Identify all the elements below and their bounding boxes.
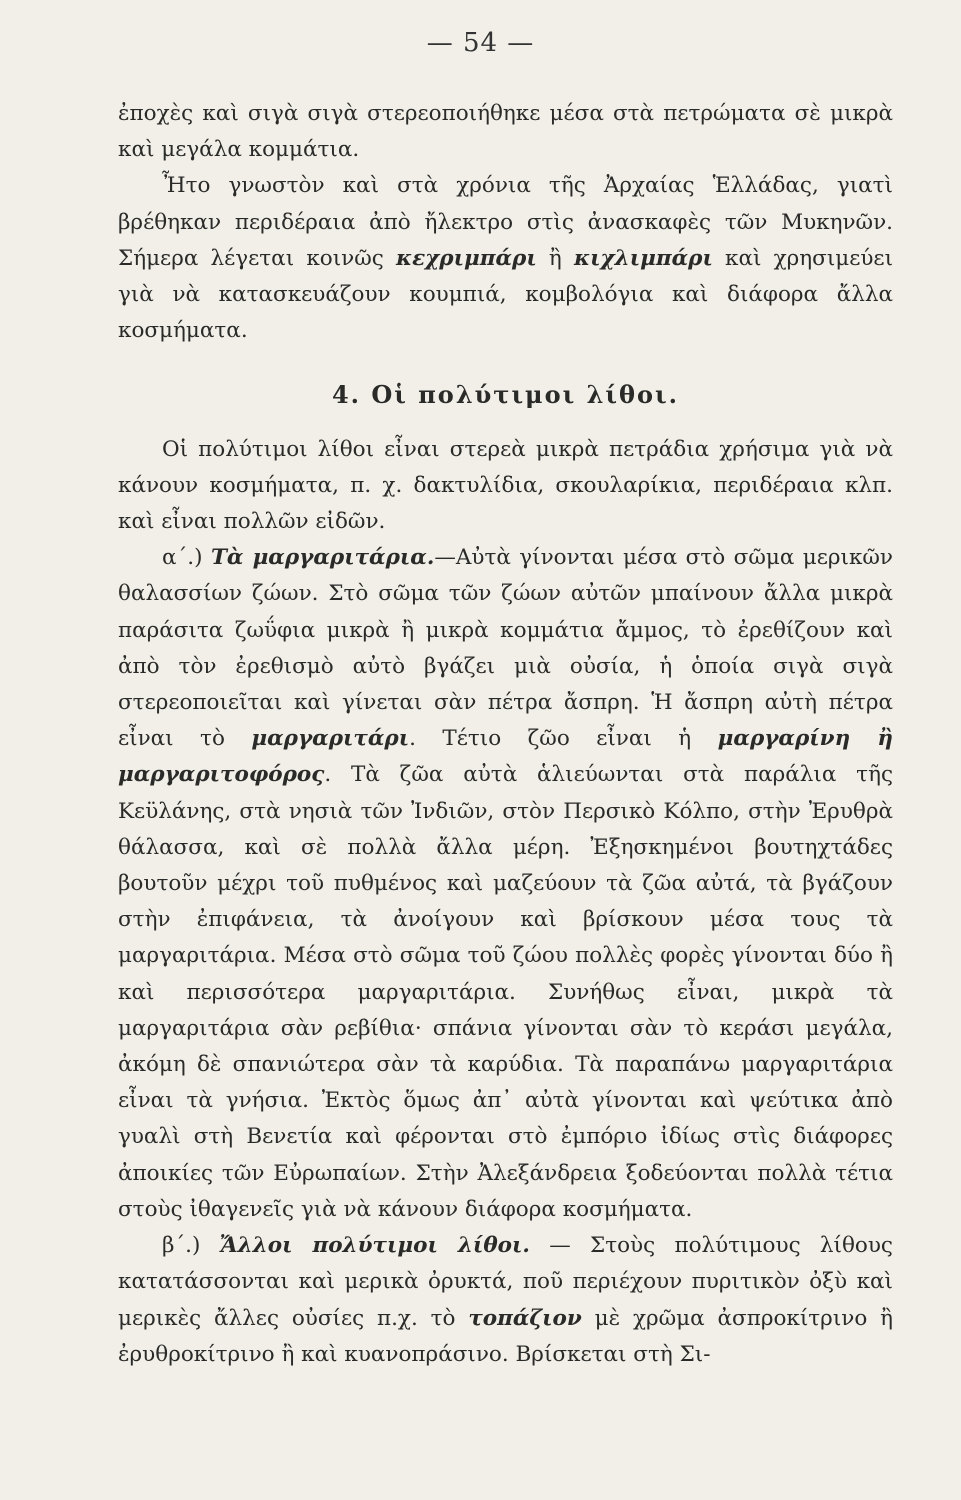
term-topazion: τοπάζιον — [468, 1305, 582, 1331]
term-kichlimpari: κιχλιμπάρι — [573, 245, 713, 271]
paragraph-precious-stones: Οἱ πολύτιμοι λίθοι εἶναι στερεὰ μικρὰ πετράδια χρήσιμα γιὰ νὰ κάνουν κοσμήματα, π. χ. δακτυλίδια, σκουλαρίκια, περιδέραια κλπ. καὶ εἶναι πολλῶν εἰδῶν. — [118, 436, 893, 535]
text-run: . Τὰ ζῶα αὐτὰ ἁλιεύωνται στὰ παράλια τῆς Κεϋλάνης, στὰ νησιὰ τῶν Ἰνδιῶν, στὸν Περσικὸ Κόλπο, στὴν Ἐρυθρὰ θάλασσα, καὶ σὲ πολλὰ ἄλλα μέρη. Ἐξησκημένοι βουτηχτάδες βουτοῦν μέχρι τοῦ πυθμένος καὶ μαζεύουν τὰ ζῶα αὐτά, τὰ βγάζουν στὴν ἐπιφάνεια, τὰ ἀνοίγουν καὶ βρίσκουν μέσα τους τὰ μαργαριτάρια. Μέσα στὸ σῶμα τοῦ ζώου πολλὲς φορὲς γίνονται δύο ἢ καὶ περισσότερα μαργαριτάρια. Συνήθως εἶναι, μικρὰ τὰ μαργαριτάρια σὰν ρεβίθια· σπάνια γίνονται σὰν τὸ κεράσι μεγάλα, ἀκόμη δὲ σπανιώτερα σὰν τὰ καρύδια. Τὰ παραπάνω μαργαριτάρια εἶναι τὰ γνήσια. Ἐκτὸς ὅμως ἀπ᾿ αὐτὰ γίνονται καὶ ψεύτικα ἀπὸ γυαλὶ στὴ Βενετία καὶ φέρονται στὸ ἐμπόριο ἰδίως στὶς διάφορες ἀποικίες τῶν Εὐρωπαίων. Στὴν Ἀλεξάνδρεια ξοδεύονται πολλὰ τέτια στοὺς ἰθαγενεῖς γιὰ νὰ κάνουν διάφορα κοσμήματα. — [118, 762, 893, 1222]
subheading-pearls: Τὰ μαργαριτάρια. — [210, 545, 435, 571]
text-run: — Στοὺς πολύτιμους λίθους κατατάσσονται καὶ μερικὰ ὀρυκτά, ποῦ περιέχουν πυριτικὸν ὀξὺ καὶ μερικὲς ἄλλες οὐσίες π.χ. τὸ — [118, 1233, 893, 1331]
term-kechrimpari: κεχριμπάρι — [395, 245, 537, 271]
paragraph-other-stones — [118, 1228, 893, 1373]
paragraph-continuation: ἐποχὲς καὶ σιγὰ σιγὰ στερεοποιήθηκε μέσα στὰ πετρώματα σὲ μικρὰ καὶ μεγάλα κομμάτια. — [118, 101, 893, 163]
text-run: Ἦτο γνωστὸν καὶ στὰ χρόνια τῆς Ἀρχαίας Ἑλλάδας, γιατὶ βρέθηκαν περιδέραια ἀπὸ ἤλεκτρο στὶς ἀνασκαφὲς τῶν Μυκηνῶν. Σήμερα λέγεται κοινῶς — [118, 173, 893, 271]
text-run: α΄.) — [162, 545, 211, 571]
page-number: — 54 — — [426, 28, 535, 58]
text-run: β΄.) — [162, 1233, 220, 1259]
term-margarini: μαργαρίνη ἢ μαργαριτοφόρος — [118, 726, 893, 788]
section-heading: 4. Οἱ πολύτιμοι λίθοι. — [331, 380, 680, 410]
term-margaritari: μαργαριτάρι — [251, 726, 410, 752]
text-run: μὲ χρῶμα ἀσπροκίτρινο ἢ ἐρυθροκίτρινο ἢ καὶ κυανοπράσινο. Βρίσκεται στὴ Σι- — [118, 1305, 893, 1367]
text-run: καὶ χρησιμεύει γιὰ νὰ κατασκευάζουν κουμπιά, κομβολόγια καὶ διάφορα ἄλλα κοσμήματα. — [118, 245, 894, 344]
subheading-other-stones: Ἄλλοι πολύτιμοι λίθοι. — [219, 1233, 530, 1259]
text-run: —Αὐτὰ γίνονται μέσα στὸ σῶμα μερικῶν θαλασσίων ζώων. Στὸ σῶμα τῶν ζώων αὐτῶν μπαίνουν ἄλλα μικρὰ παράσιτα ζωΰφια μικρὰ ἢ μικρὰ κομμάτια ἄμμος, τὸ ἐρεθίζουν καὶ ἀπὸ τὸν ἐρεθισμὸ αὐτὸ βγάζει μιὰ οὐσία, ἡ ὁποία σιγὰ σιγὰ στερεοποιεῖται καὶ γίνεται σὰν πέτρα ἄσπρη. Ἡ ἄσπρη αὐτὴ πέτρα εἶναι τὸ — [118, 545, 893, 752]
paragraph-pearls — [118, 540, 893, 1228]
text-run: ἢ — [536, 245, 574, 271]
text-run: . Τέτιο ζῶο εἶναι ἡ — [409, 726, 718, 752]
body-text — [118, 96, 893, 1373]
paragraph-amber — [118, 168, 893, 349]
